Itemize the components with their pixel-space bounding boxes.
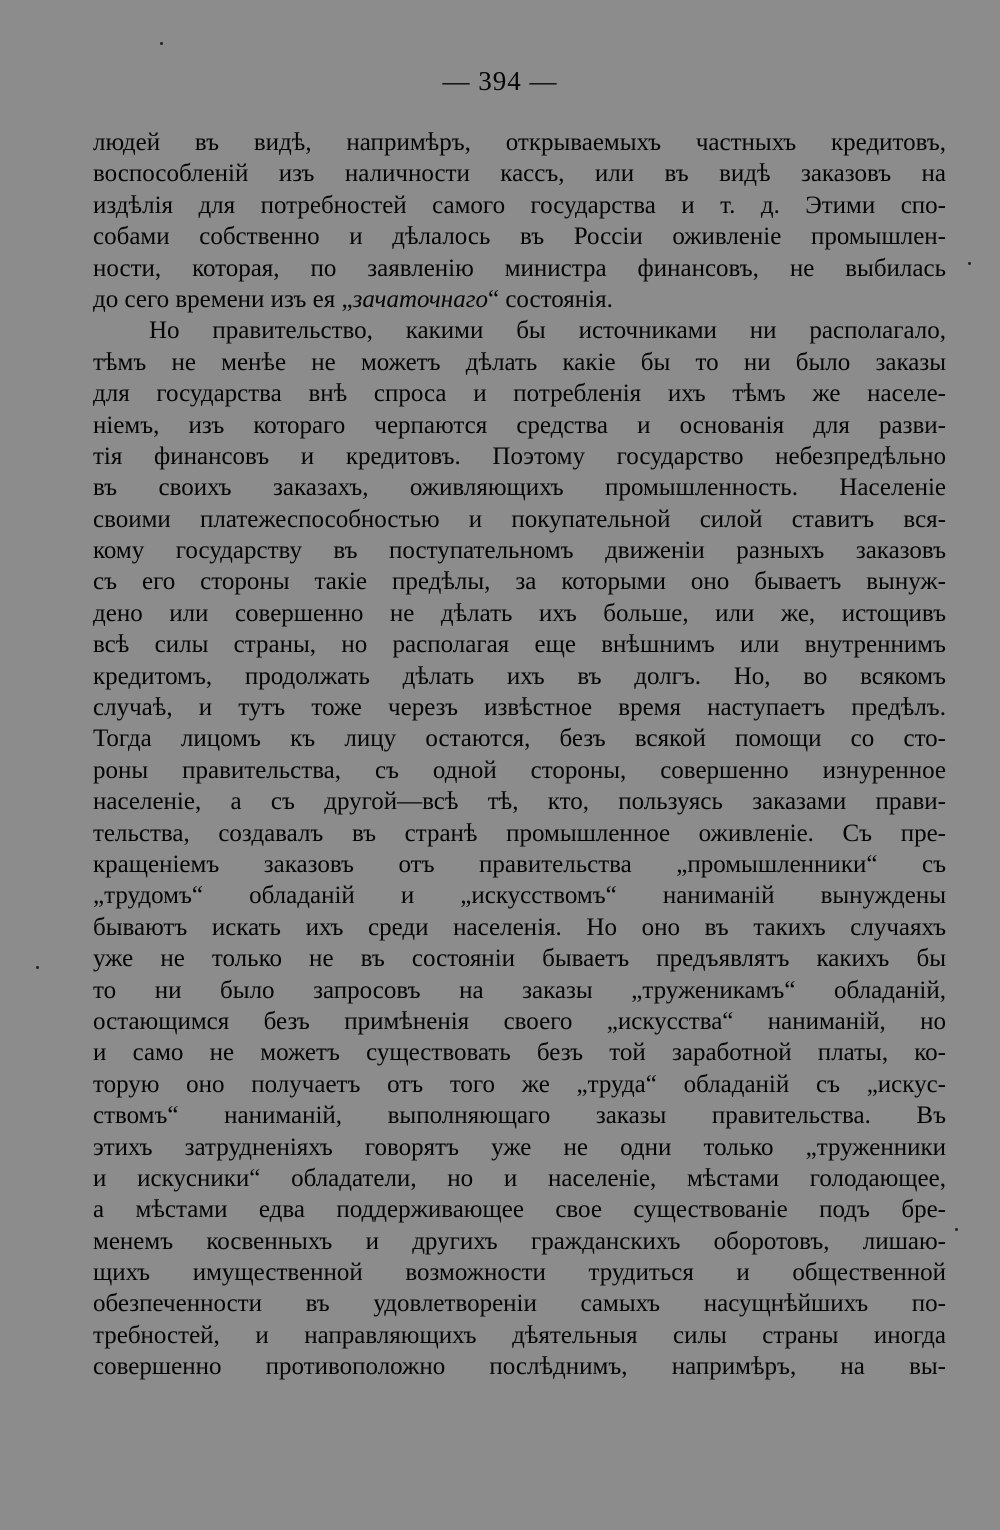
text-line: ности, которая, по заявленію министра финансовъ, не выбилась — [93, 254, 946, 282]
text-line: съ его стороны такіе предѣлы, за которыми оно бываетъ вынуж- — [93, 568, 946, 596]
scan-speck — [160, 42, 163, 45]
text-line: Тогда лицомъ къ лицу остаются, безъ всякой помощи со сто- — [93, 725, 946, 753]
text-line: этихъ затрудненіяхъ говорятъ уже не одни только „труженники — [93, 1133, 946, 1161]
text-line: менемъ косвенныхъ и другихъ гражданскихъ оборотовъ, лишаю- — [93, 1227, 946, 1255]
text-line: щихъ имущественной возможности трудиться и общественной — [93, 1259, 946, 1287]
text-line: бываютъ искать ихъ среди населенія. Но оно въ такихъ случаяхъ — [93, 913, 946, 941]
text-line: обезпеченности въ удовлетвореніи самыхъ насущнѣйшихъ по- — [93, 1290, 946, 1318]
text-line: своими платежеспособностью и покупательной силой ставитъ вся- — [93, 505, 946, 533]
text-line: тельства, создавалъ въ странѣ промышленное оживленіе. Съ пре- — [93, 819, 946, 847]
text-line: остающимся безъ примѣненія своего „искусства“ наниманій, но — [93, 1007, 946, 1035]
text-line: дено или совершенно не дѣлать ихъ больше, или же, истощивъ — [93, 599, 946, 627]
text-line: и искусники“ обладатели, но и населеніе, мѣстами голодающее, — [93, 1164, 946, 1192]
text-line: собами собственно и дѣлалось въ Россіи оживленіе промышлен- — [93, 223, 946, 251]
text-line: тія финансовъ и кредитовъ. Поэтому государство небезпредѣльно — [93, 442, 946, 470]
scan-speck — [968, 262, 971, 265]
text-line: въ своихъ заказахъ, оживляющихъ промышленность. Населеніе — [93, 474, 946, 502]
text-line: воспособленій изъ наличности кассъ, или въ видѣ заказовъ на — [93, 160, 946, 188]
paragraph-start-line: Но правительство, какими бы источниками ни располагало, — [149, 317, 946, 345]
scan-speck — [955, 1228, 958, 1231]
text-line: торую оно получаетъ отъ того же „труда“ обладаній съ „искус- — [93, 1070, 946, 1098]
text-line: то ни было запросовъ на заказы „труженикамъ“ обладаній, — [93, 976, 946, 1004]
text-line: ніемъ, изъ котораго черпаются средства и основанія для разви- — [93, 411, 946, 439]
text-line: ствомъ“ наниманій, выполняющаго заказы правительства. Въ — [93, 1102, 946, 1130]
text-line: издѣлія для потребностей самого государства и т. д. Этими спо- — [93, 191, 946, 219]
text-line: случаѣ, и тутъ тоже черезъ извѣстное время наступаетъ предѣлъ. — [93, 694, 946, 722]
text-line: а мѣстами едва поддерживающее свое существованіе подъ бре- — [93, 1196, 946, 1224]
text-line: для государства внѣ спроса и потребленія ихъ тѣмъ же населе- — [93, 380, 946, 408]
text-line: тѣмъ не менѣе не можетъ дѣлать какіе бы то ни было заказы — [93, 348, 946, 376]
text-line: совершенно противоположно послѣднимъ, напримѣръ, на вы- — [93, 1353, 946, 1381]
text-line: уже не только не въ состояніи бываетъ предъявлятъ какихъ бы — [93, 945, 946, 973]
text-line: кредитомъ, продолжать дѣлать ихъ въ долгъ. Но, во всякомъ — [93, 662, 946, 690]
text-line: людей въ видѣ, напримѣръ, открываемыхъ частныхъ кредитовъ, — [93, 129, 946, 156]
paragraph-end-line: до сего времени изъ ея „зачаточнаго“ состоянія. — [93, 285, 613, 313]
text-line: и само не можетъ существовать безъ той заработной платы, ко- — [93, 1039, 946, 1067]
text-line: всѣ силы страны, но располагая еще внѣшнимъ или внутреннимъ — [93, 631, 946, 659]
text-line: роны правительства, съ одной стороны, совершенно изнуренное — [93, 756, 946, 784]
scan-speck — [36, 966, 39, 969]
body-text — [93, 127, 946, 1383]
text-line: „трудомъ“ обладаній и „искусствомъ“ наниманій вынуждены — [93, 882, 946, 910]
text-line: требностей, и направляющихъ дѣятельныя силы страны иногда — [93, 1321, 946, 1349]
text-line: населеніе, а съ другой—всѣ тѣ, кто, пользуясь заказами прави- — [93, 788, 946, 816]
page-number: — 394 — — [442, 66, 558, 96]
text-line: кращеніемъ заказовъ отъ правительства „промышленники“ съ — [93, 850, 946, 878]
text-line: кому государству въ поступательномъ движеніи разныхъ заказовъ — [93, 537, 946, 565]
